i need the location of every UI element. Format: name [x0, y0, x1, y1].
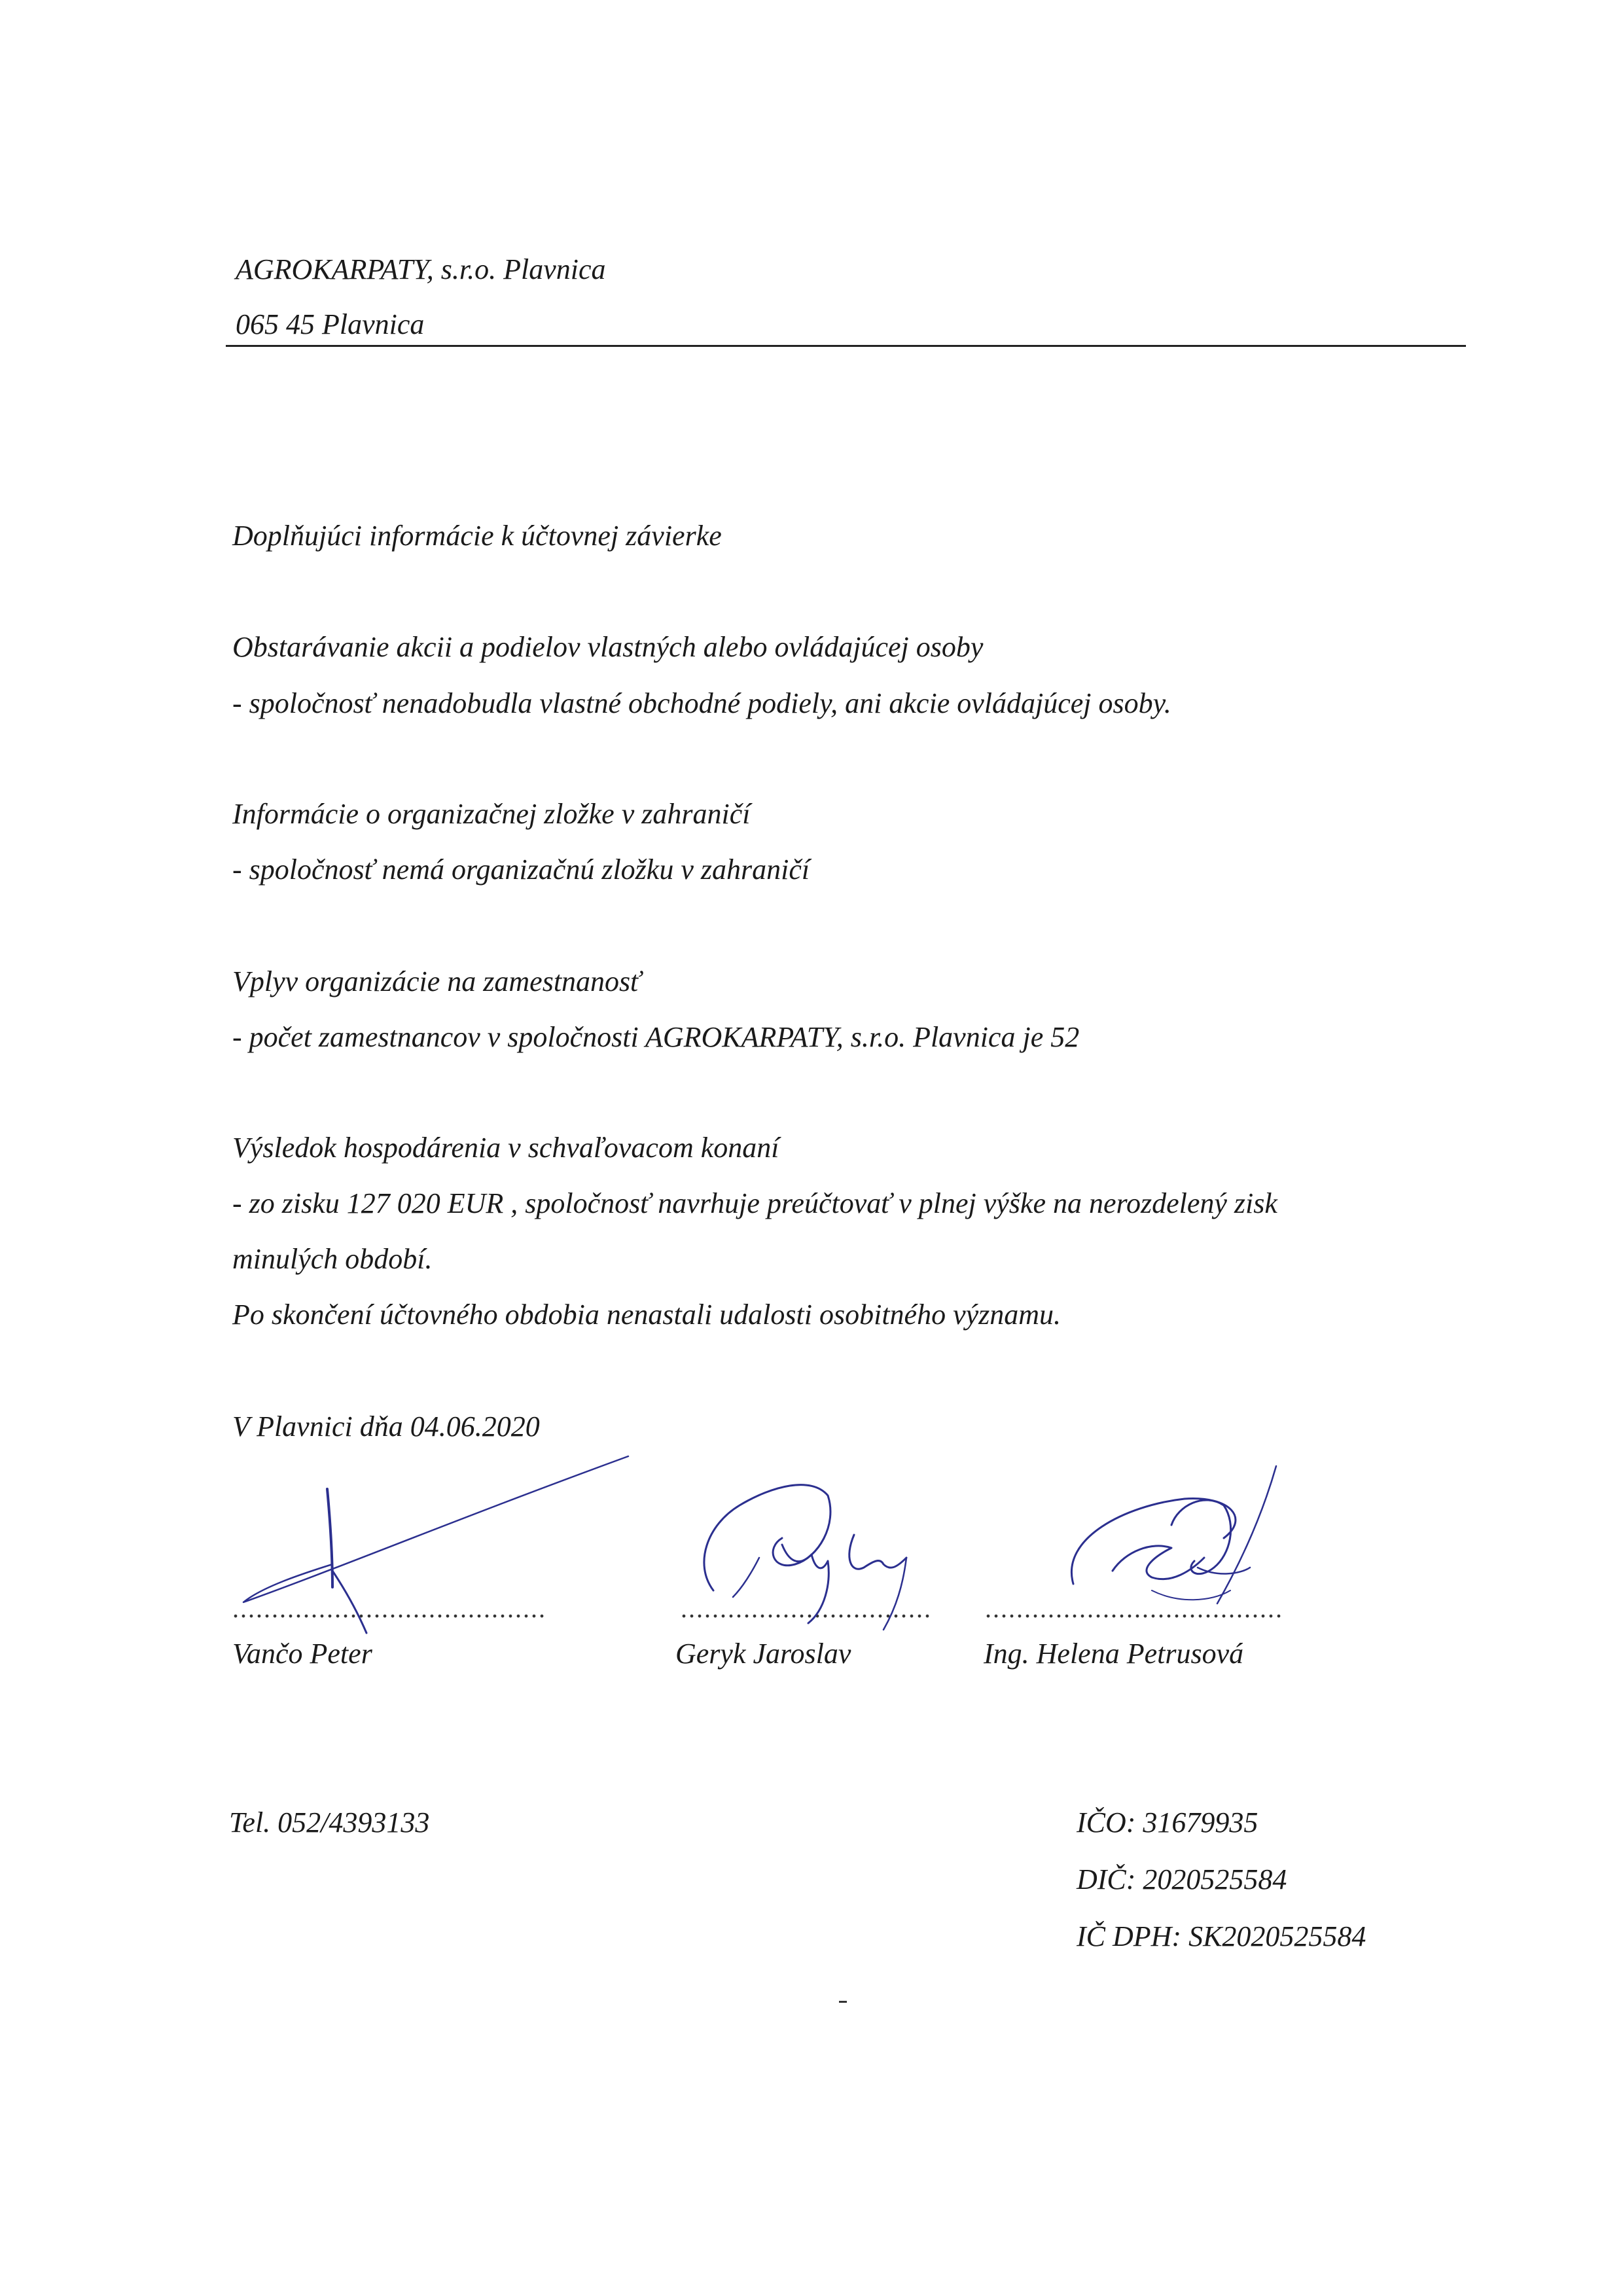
phone-number: Tel. 052/4393133	[229, 1806, 430, 1839]
header-divider	[226, 345, 1466, 347]
company-address: 065 45 Plavnica	[236, 308, 425, 340]
signature-line: ................................	[681, 1594, 932, 1623]
document-title: Doplňujúci informácie k účtovnej závierke	[232, 520, 722, 552]
section-line: - počet zamestnancov v spoločnosti AGROKARPATY, s.r.o. Plavnica je 52	[232, 1021, 1080, 1053]
section-line: - spoločnosť nemá organizačnú zložku v zahraničí	[232, 853, 810, 886]
signatory-name: Ing. Helena Petrusová	[984, 1638, 1244, 1670]
signature-helena-petrusova	[1071, 1466, 1276, 1604]
dic-number: DIČ: 2020525584	[1077, 1863, 1287, 1895]
signature-line: ........................................	[232, 1594, 546, 1623]
signature-line: ......................................	[985, 1594, 1283, 1623]
section-line: - spoločnosť nenadobudla vlastné obchodné podiely, ani akcie ovládajúcej osoby.	[232, 687, 1171, 719]
section-heading: Informácie o organizačnej zložke v zahraničí	[232, 798, 751, 830]
ico-number: IČO: 31679935	[1077, 1806, 1258, 1839]
section-line: Po skončení účtovného obdobia nenastali udalosti osobitného významu.	[232, 1299, 1061, 1331]
ic-dph-number: IČ DPH: SK2020525584	[1077, 1920, 1366, 1952]
section-line: - zo zisku 127 020 EUR , spoločnosť navrhuje preúčtovať v plnej výške na nerozdelený zisk	[232, 1187, 1277, 1219]
section-heading: Výsledok hospodárenia v schvaľovacom konaní	[232, 1132, 779, 1164]
section-heading: Vplyv organizácie na zamestnanosť	[232, 965, 641, 997]
signatory-name: Geryk Jaroslav	[675, 1638, 851, 1670]
signatory-name: Vančo Peter	[232, 1638, 372, 1670]
scan-speck	[839, 2001, 847, 2003]
section-line: minulých období.	[232, 1243, 433, 1275]
company-name: AGROKARPATY, s.r.o. Plavnica	[236, 253, 606, 285]
section-heading: Obstarávanie akcii a podielov vlastných alebo ovládajúcej osoby	[232, 631, 984, 663]
place-date: V Plavnici dňa 04.06.2020	[232, 1410, 540, 1443]
